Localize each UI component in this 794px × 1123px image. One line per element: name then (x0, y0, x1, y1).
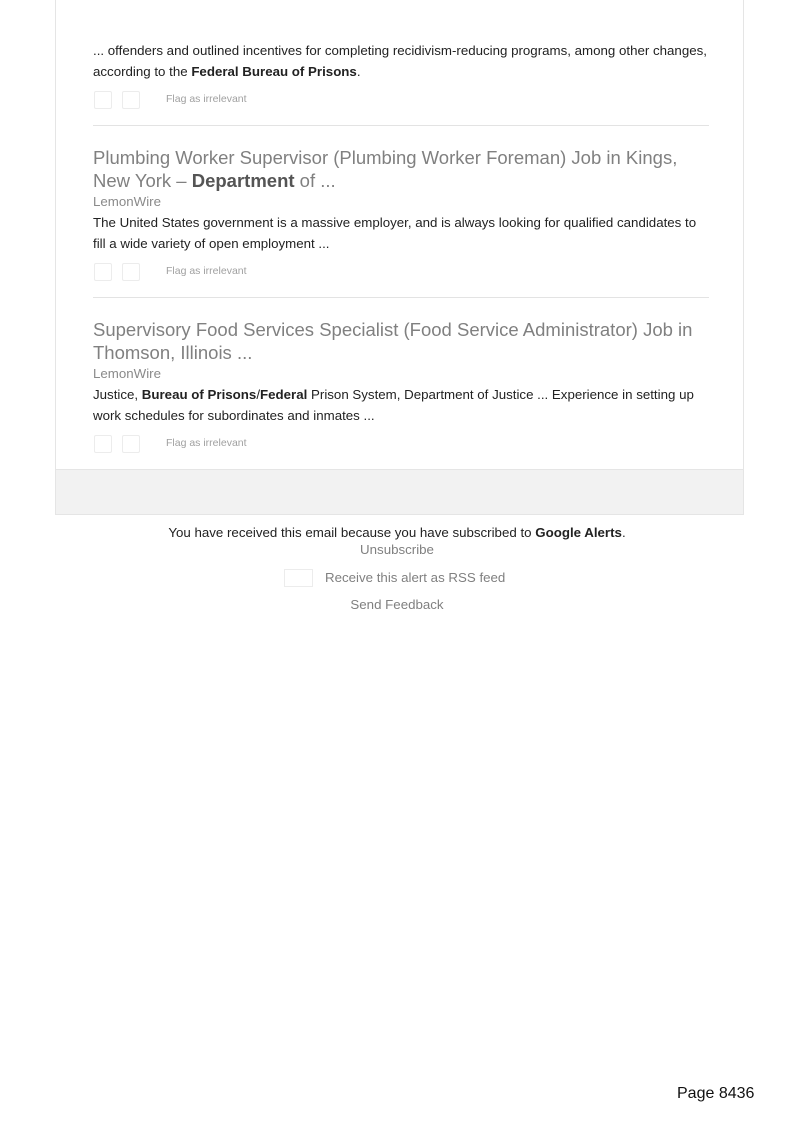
rss-feed-link[interactable]: Receive this alert as RSS feed (325, 570, 506, 585)
thumbs-up-checkbox[interactable] (94, 435, 112, 453)
divider (93, 297, 709, 298)
snippet-text: Justice, (93, 387, 142, 402)
snippet-text: Prison System, Department of Justice ... Experience in setting up work schedules for subordinates and inmates ... (93, 387, 694, 423)
title-highlight: Department (191, 170, 295, 191)
flag-irrelevant-link[interactable]: Flag as irrelevant (166, 437, 247, 449)
send-feedback-link[interactable]: Send Feedback (350, 597, 444, 612)
result-snippet (93, 40, 708, 82)
result-snippet: The United States government is a massive employer, and is always looking for qualified candidates to fill a wide variety of open employment ... (93, 215, 697, 251)
flag-irrelevant-link[interactable]: Flag as irrelevant (166, 265, 247, 277)
rss-icon[interactable] (284, 569, 313, 587)
title-text: Plumbing Worker Supervisor (Plumbing Worker Foreman) Job in Kings, New York – (93, 147, 678, 191)
snippet-highlight: Bureau of Prisons (141, 387, 257, 402)
flag-irrelevant-link[interactable]: Flag as irrelevant (166, 93, 247, 105)
thumbs-up-checkbox[interactable] (94, 91, 112, 109)
result-source: LemonWire (93, 366, 161, 381)
title-text: of ... (294, 170, 336, 191)
result-source: LemonWire (93, 194, 161, 209)
alert-card (55, 0, 744, 515)
page-number: Page 8436 (677, 1085, 755, 1102)
snippet-text: / (256, 387, 261, 402)
unsubscribe-link[interactable]: Unsubscribe (360, 542, 434, 557)
notice-text: . (621, 525, 626, 540)
snippet-text: ... offenders and outlined incentives for completing recidivism-reducing programs, among other changes, according to the (93, 43, 707, 79)
notice-text: You have received this email because you have subscribed to (168, 525, 536, 540)
card-footer-band (56, 469, 743, 514)
google-alerts-label: Google Alerts (535, 525, 622, 540)
snippet-highlight: Federal Bureau of Prisons (191, 64, 357, 79)
result-snippet (93, 384, 708, 426)
result-title-link[interactable]: Supervisory Food Services Specialist (Food Service Administrator) Job in Thomson, Illinois ... (93, 319, 693, 363)
thumbs-down-checkbox[interactable] (122, 435, 140, 453)
thumbs-up-checkbox[interactable] (94, 263, 112, 281)
divider (93, 125, 709, 126)
result-title-link[interactable] (93, 146, 713, 192)
subscription-notice (0, 525, 794, 540)
thumbs-down-checkbox[interactable] (122, 91, 140, 109)
snippet-highlight: Federal (260, 387, 308, 402)
thumbs-down-checkbox[interactable] (122, 263, 140, 281)
snippet-text: . (356, 64, 361, 79)
